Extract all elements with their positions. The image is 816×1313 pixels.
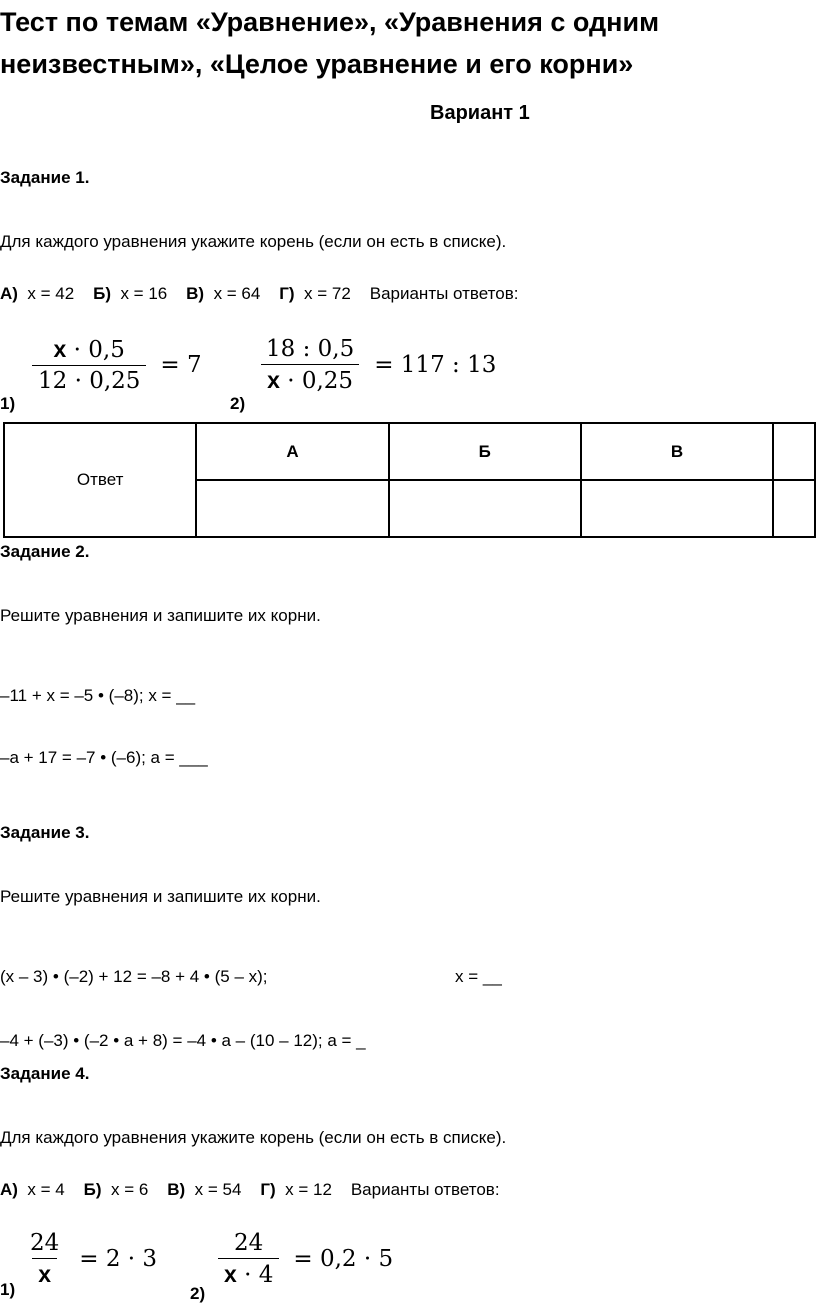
task1-option-letter: Г) — [279, 284, 295, 303]
numerator: 18 : 0,5 — [266, 336, 355, 362]
task1-heading: Задание 1. — [0, 168, 90, 187]
fraction — [260, 336, 360, 394]
task3-heading: Задание 3. — [0, 823, 90, 842]
task4-eq2-number: 2) — [190, 1284, 206, 1303]
answer-cell-v[interactable] — [581, 480, 773, 537]
task4-option-letter: Г) — [260, 1180, 276, 1199]
task1-equation-2 — [256, 336, 506, 394]
rhs: = 0,2 · 5 — [293, 1246, 394, 1272]
task1-option-value: x = 42 — [27, 284, 75, 303]
task2-heading: Задание 2. — [0, 542, 90, 561]
task3-equation-1: (x – 3) • (–2) + 12 = –8 + 4 • (5 – x); — [0, 967, 268, 986]
task4-options-label: Варианты ответов: — [350, 1180, 500, 1199]
fraction — [218, 1230, 279, 1288]
task1-option-value: x = 72 — [304, 284, 351, 303]
task4-option-letter: В) — [167, 1180, 186, 1199]
answer-table — [3, 422, 816, 538]
task4-options — [0, 1180, 500, 1200]
task1-option-value: x = 64 — [213, 284, 261, 303]
answer-cell-a[interactable] — [196, 480, 388, 537]
task4-equation-2 — [214, 1230, 403, 1288]
task4-heading: Задание 4. — [0, 1064, 90, 1083]
rhs: = 7 — [160, 352, 202, 378]
task4-instruction: Для каждого уравнения укажите корень (если он есть в списке). — [0, 1128, 507, 1147]
variant-label: Вариант 1 — [430, 102, 530, 124]
page-title-line2: неизвестным», «Целое уравнение и его корни» — [0, 49, 634, 79]
task4-option-value: x = 6 — [111, 1180, 149, 1199]
task1-option-letter: А) — [0, 284, 18, 303]
task1-eq2-number: 2) — [230, 394, 246, 413]
fraction — [32, 336, 146, 394]
task1-equation-1 — [28, 336, 212, 394]
variable-x: x — [38, 1261, 52, 1287]
task1-eq1-number: 1) — [0, 394, 16, 413]
task1-option-value: x = 16 — [120, 284, 168, 303]
task3-equation-2: –4 + (–3) • (–2 • a + 8) = –4 • a – (10 – 12); a = _ — [0, 1031, 366, 1050]
answer-cell-g[interactable] — [773, 480, 815, 537]
task1-option-letter: Б) — [93, 284, 111, 303]
denominator: 12 · 0,25 — [32, 365, 146, 394]
numerator: 24 — [30, 1230, 60, 1256]
task3-answer-1: x = __ — [455, 967, 502, 986]
task3-instruction: Решите уравнения и запишите их корни. — [0, 887, 321, 906]
page-title-line1: Тест по темам «Уравнение», «Уравнения с одним — [0, 7, 660, 37]
rhs: = 2 · 3 — [79, 1246, 158, 1272]
numerator-rest: · 0,5 — [73, 337, 125, 363]
task4-option-value: x = 4 — [27, 1180, 65, 1199]
answer-cell-b[interactable] — [389, 480, 581, 537]
task2-equation-1: –11 + x = –5 • (–8); x = __ — [0, 686, 196, 705]
answer-header-g — [773, 423, 815, 480]
task4-eq1-number: 1) — [0, 1280, 16, 1299]
answer-header-b: Б — [389, 423, 581, 480]
denominator-rest: · 0,25 — [287, 368, 354, 394]
task1-instruction: Для каждого уравнения укажите корень (если он есть в списке). — [0, 232, 507, 251]
task1-options — [0, 284, 518, 304]
task1-option-letter: В) — [186, 284, 205, 303]
task4-option-value: x = 12 — [285, 1180, 332, 1199]
task4-option-value: x = 54 — [194, 1180, 242, 1199]
task2-equation-2: –a + 17 = –7 • (–6); a = ___ — [0, 748, 208, 767]
answer-header-a: А — [196, 423, 388, 480]
rhs: = 117 : 13 — [374, 352, 497, 378]
task2-instruction: Решите уравнения и запишите их корни. — [0, 606, 321, 625]
variable-x: x — [267, 367, 280, 393]
answer-row-label: Ответ — [4, 423, 196, 537]
numerator: 24 — [234, 1230, 264, 1256]
variable-x: x — [53, 336, 67, 362]
task4-option-letter: А) — [0, 1180, 18, 1199]
fraction — [24, 1230, 65, 1288]
task4-equation-1 — [20, 1230, 167, 1288]
variable-x: x — [224, 1261, 237, 1287]
task4-option-letter: Б) — [83, 1180, 102, 1199]
task1-options-label: Варианты ответов: — [369, 284, 519, 303]
denominator-rest: · 4 — [244, 1262, 274, 1288]
answer-header-v: В — [581, 423, 773, 480]
